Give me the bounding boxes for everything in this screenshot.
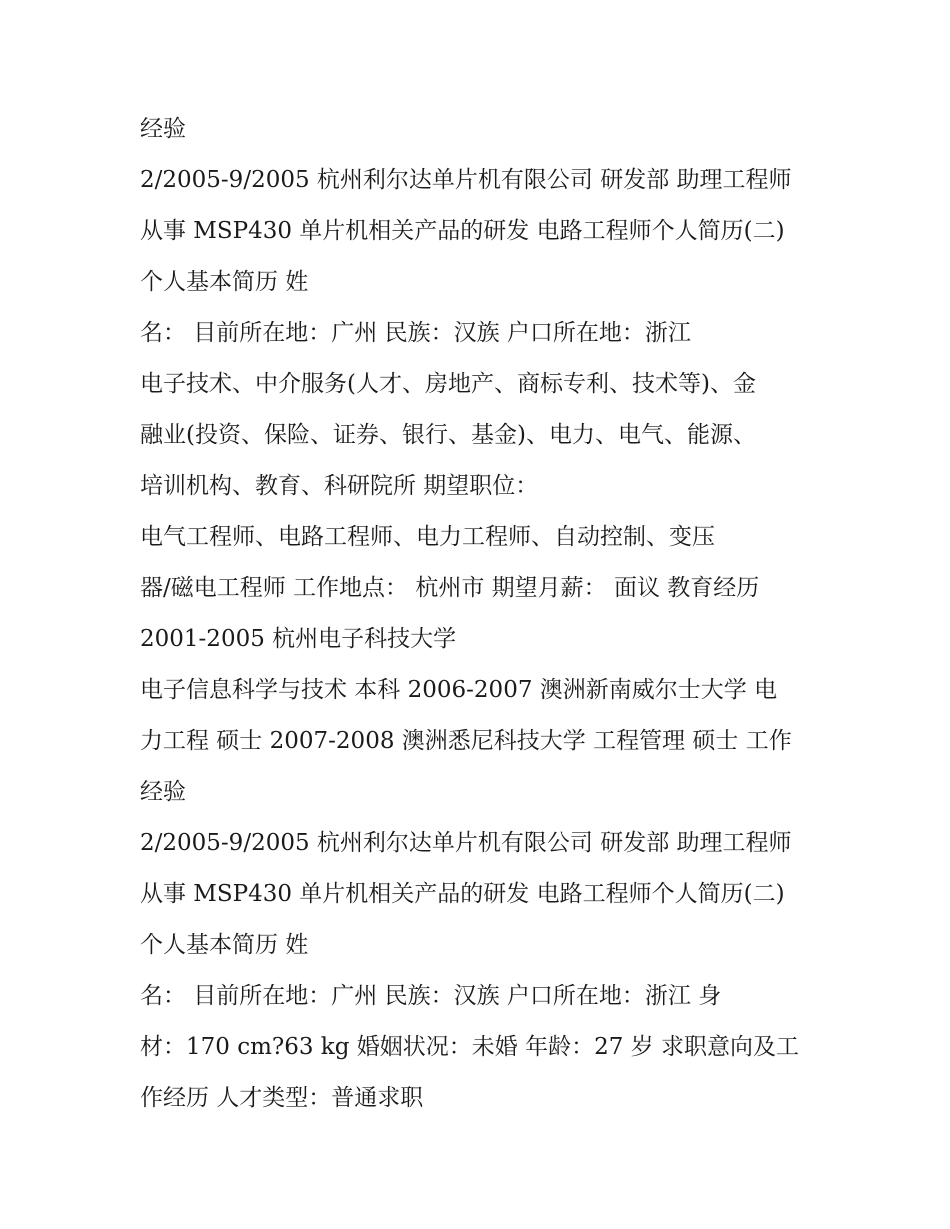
text-line-5: 名： 目前所在地：广州 民族：汉族 户口所在地：浙江: [140, 320, 691, 346]
text-line-3: 从事 MSP430 单片机相关产品的研发 电路工程师个人简历(二): [140, 218, 785, 244]
text-line-6: 电子技术、中介服务(人才、房地产、商标专利、技术等)、金: [140, 371, 756, 397]
text-line-17: 个人基本简历 姓: [140, 932, 309, 958]
text-line-14: 经验: [140, 779, 186, 805]
text-line-4: 个人基本简历 姓: [140, 269, 309, 295]
text-line-9: 电气工程师、电路工程师、电力工程师、自动控制、变压: [140, 524, 715, 550]
text-line-11: 2001-2005 杭州电子科技大学: [140, 626, 457, 652]
text-line-1: 经验: [140, 116, 186, 142]
text-line-7: 融业(投资、保险、证券、银行、基金)、电力、电气、能源、: [140, 422, 756, 448]
text-line-12: 电子信息科学与技术 本科 2006-2007 澳洲新南威尔士大学 电: [140, 677, 778, 703]
text-line-8: 培训机构、教育、科研院所 期望职位：: [140, 473, 539, 499]
text-line-19: 材：170 cm?63 kg 婚姻状况：未婚 年龄：27 岁 求职意向及工: [140, 1034, 799, 1060]
text-line-2: 2/2005-9/2005 杭州利尔达单片机有限公司 研发部 助理工程师: [140, 167, 792, 193]
text-line-15: 2/2005-9/2005 杭州利尔达单片机有限公司 研发部 助理工程师: [140, 830, 792, 856]
text-line-16: 从事 MSP430 单片机相关产品的研发 电路工程师个人简历(二): [140, 881, 785, 907]
text-line-13: 力工程 硕士 2007-2008 澳洲悉尼科技大学 工程管理 硕士 工作: [140, 728, 792, 754]
text-line-10: 器/磁电工程师 工作地点： 杭州市 期望月薪： 面议 教育经历: [140, 575, 760, 601]
text-line-18: 名： 目前所在地：广州 民族：汉族 户口所在地：浙江 身: [140, 983, 722, 1009]
document-body: [140, 104, 830, 1124]
text-line-20: 作经历 人才类型：普通求职: [140, 1085, 424, 1111]
